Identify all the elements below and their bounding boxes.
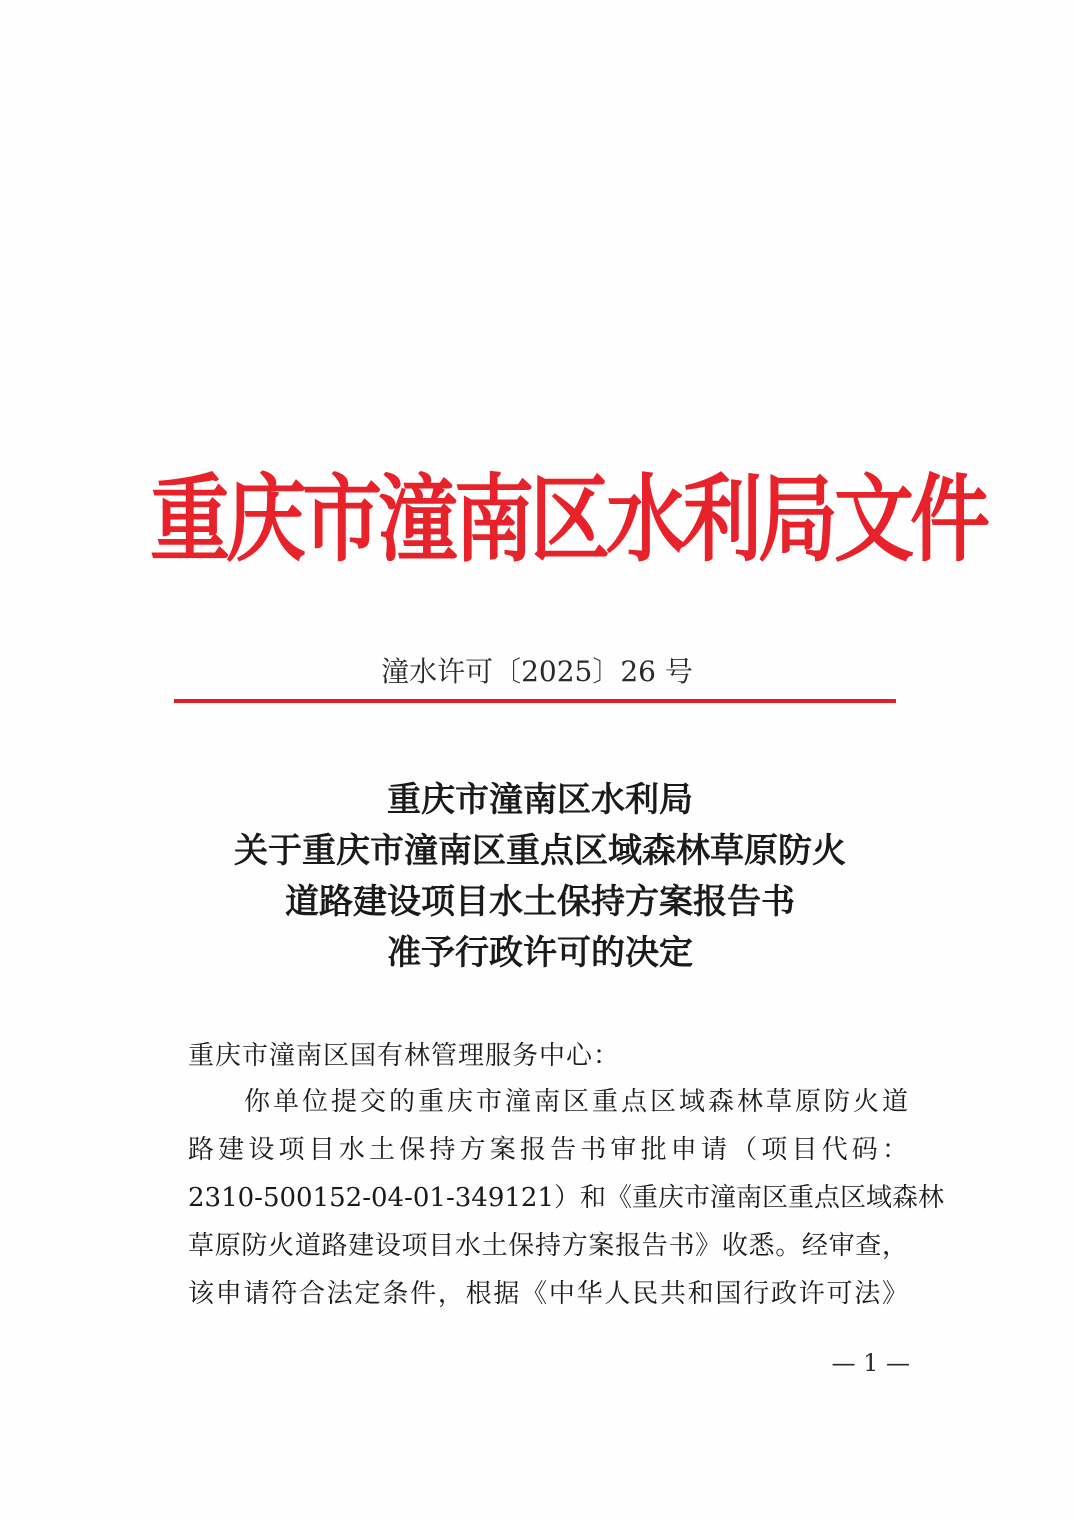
red-divider-line — [174, 699, 896, 703]
issuer-header: 重庆市潼南区水利局文件 — [150, 464, 986, 575]
title-line: 关于重庆市潼南区重点区域森林草原防火 — [234, 831, 846, 871]
title-line: 准予行政许可的决定 — [387, 933, 693, 973]
body-text-line: 路建设项目水土保持方案报告书审批申请（项目代码： — [188, 1135, 908, 1165]
body-text-line: 你单位提交的重庆市潼南区重点区域森林草原防火道 — [244, 1087, 908, 1117]
title-line: 道路建设项目水土保持方案报告书 — [285, 882, 795, 922]
body-text-line: 2310-500152-04-01-349121）和《重庆市潼南区重点区域森林 — [188, 1183, 944, 1213]
page-number: — 1 — — [831, 1349, 910, 1377]
title-line: 重庆市潼南区水利局 — [387, 780, 693, 820]
recipient: 重庆市潼南区国有林管理服务中心： — [188, 1041, 621, 1071]
body-text-line: 该申请符合法定条件，根据《中华人民共和国行政许可法》 — [188, 1279, 908, 1309]
body-text-line: 草原防火道路建设项目水土保持方案报告书》收悉。经审查， — [188, 1231, 908, 1261]
document-title — [140, 775, 940, 979]
document-number: 潼水许可〔2025〕26 号 — [381, 655, 693, 688]
